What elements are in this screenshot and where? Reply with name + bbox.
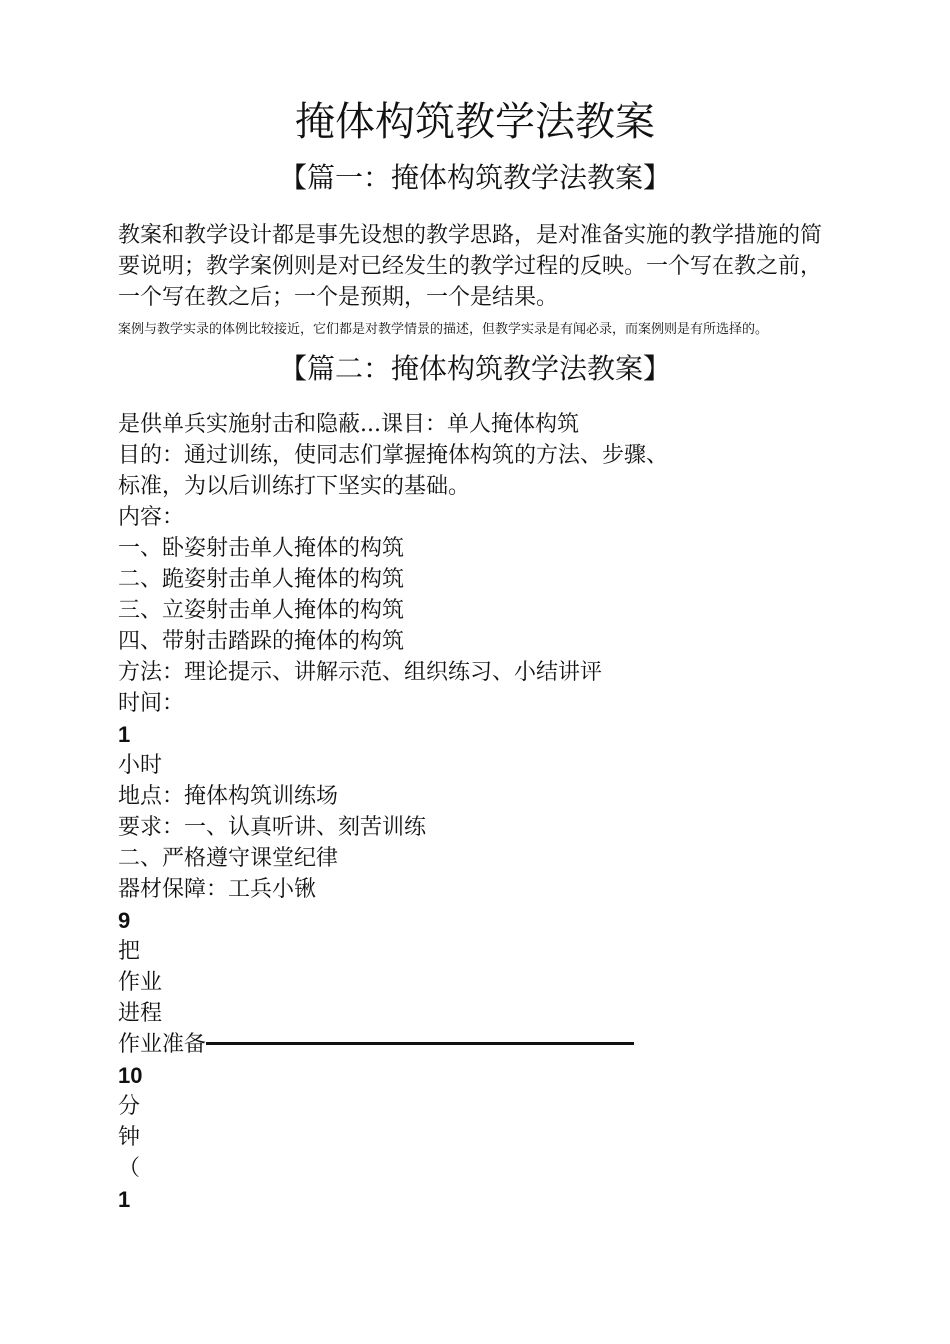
number-line: 9 <box>118 908 131 933</box>
text-line: 时间： <box>118 691 185 716</box>
text-line: 二、跪姿射击单人掩体的构筑 <box>118 567 405 592</box>
section-1-paragraph: 教案和教学设计都是事先设想的教学思路，是对准备实施的教学措施的简要说明；教学案例则是对已经发生的教学过程的反映。一个写在教之前，一个写在教之后；一个是预期，一个是结果。 <box>118 223 823 310</box>
section-heading-1: 【篇一：掩体构筑教学法教案】 <box>278 161 671 194</box>
section-2-lines <box>118 409 838 1215</box>
text-line: 进程 <box>118 1001 163 1026</box>
text-line: 作业 <box>118 970 163 995</box>
number-line: 10 <box>118 1063 143 1088</box>
document-title: 掩体构筑教学法教案 <box>295 99 655 145</box>
section-heading-2: 【篇二：掩体构筑教学法教案】 <box>278 352 671 385</box>
text-line: 方法：理论提示、讲解示范、组织练习、小结讲评 <box>118 660 603 685</box>
number-line: 1 <box>118 1187 131 1212</box>
section-1-note: 案例与教学实录的体例比较接近，它们都是对教学情景的描述，但教学实录是有闻必录，而案例则是有所选择的。 <box>118 322 769 337</box>
text-line: 小时 <box>118 753 163 778</box>
number-line: 1 <box>118 722 131 747</box>
text-line: 是供单兵实施射击和隐蔽...课目：单人掩体构筑 <box>118 412 579 437</box>
text-line: （ <box>118 1156 141 1181</box>
text-line-with-rule <box>118 1029 838 1060</box>
horizontal-rule <box>206 1042 634 1045</box>
text-line: 器材保障：工兵小锹 <box>118 877 317 902</box>
text-line: 内容： <box>118 505 185 530</box>
text-line: 要求：一、认真听讲、刻苦训练 <box>118 815 427 840</box>
text-line: 钟 <box>118 1125 141 1150</box>
text-line: 把 <box>118 939 141 964</box>
text-line: 二、严格遵守课堂纪律 <box>118 846 339 871</box>
text-line: 四、带射击踏跺的掩体的构筑 <box>118 629 405 654</box>
text-line: 分 <box>118 1094 141 1119</box>
text-line: 目的：通过训练，使同志们掌握掩体构筑的方法、步骤、 <box>118 443 669 468</box>
text-line: 标准，为以后训练打下坚实的基础。 <box>118 474 471 499</box>
text-line: 三、立姿射击单人掩体的构筑 <box>118 598 405 623</box>
text-line: 地点：掩体构筑训练场 <box>118 784 339 809</box>
text-line-label: 作业准备 <box>118 1032 207 1057</box>
text-line: 一、卧姿射击单人掩体的构筑 <box>118 536 405 561</box>
